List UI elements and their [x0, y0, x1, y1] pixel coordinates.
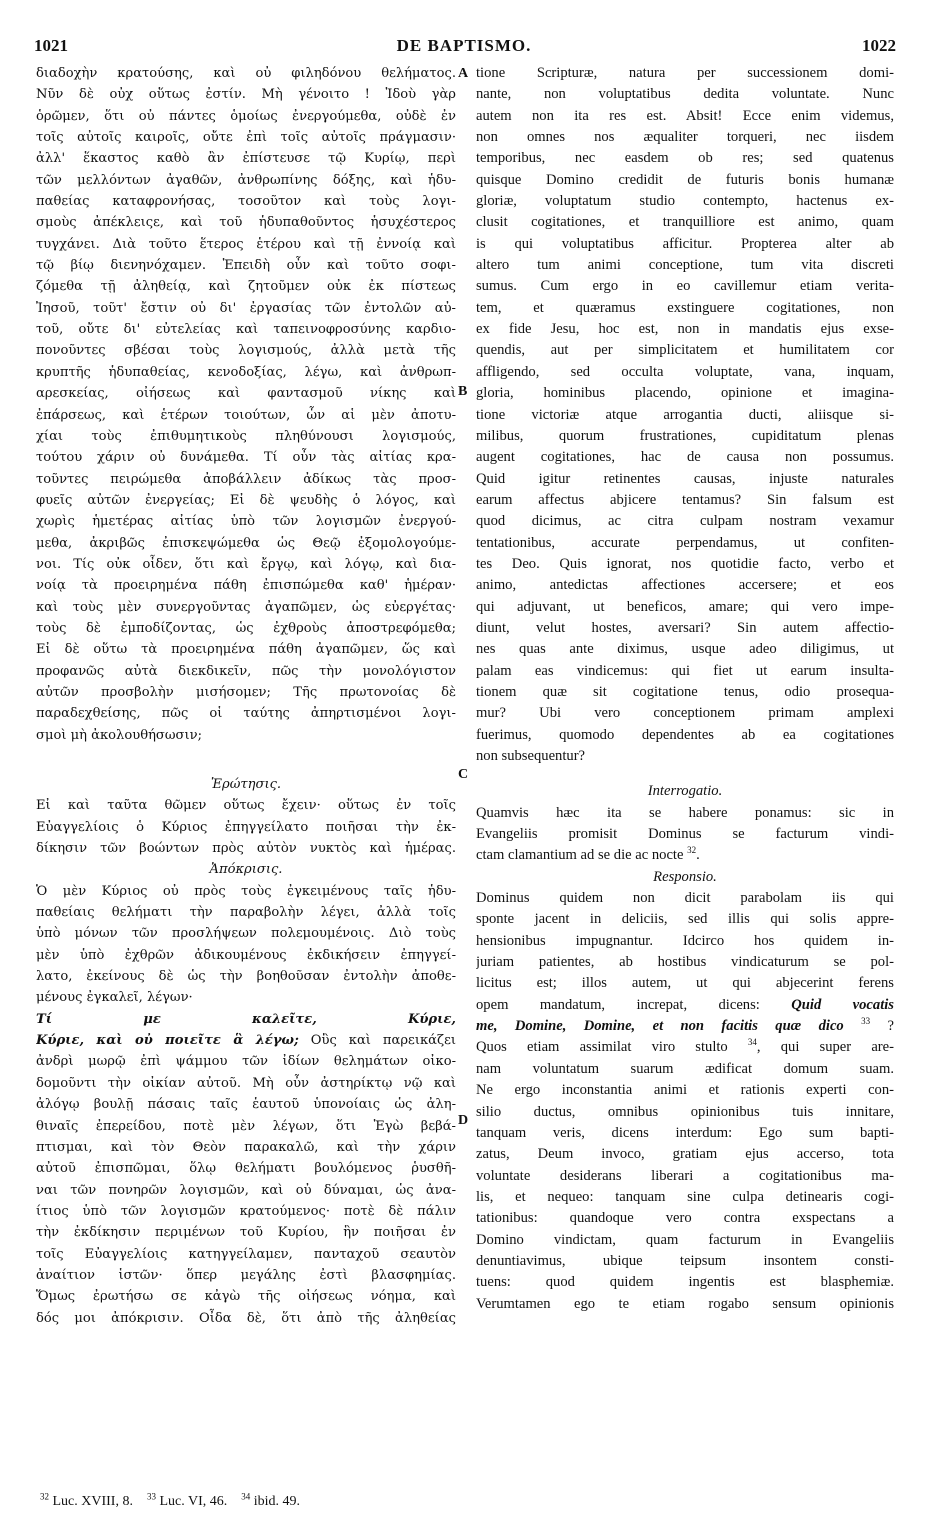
- text-line: τοῦντες πειρώμεθα ἀποβάλλειν ἀδίκως τὰς προσ-: [36, 471, 456, 487]
- text-line: tione victoriæ atque arrogantia ducti, aliisque si-: [476, 406, 894, 423]
- footnote-num-32: 32: [40, 1491, 49, 1502]
- text-line: μεθα, ἀκριβῶς ἐπισκεψώμεθα ὡς Θεῷ ἐξομολογούμε-: [36, 535, 456, 551]
- text-line: τὴν ἐκδίκησιν περιμένων τοῦ Κυρίου, ἣν ποιῆσαι ἐν: [36, 1225, 456, 1241]
- text-line: χίαι τοὺς ἐπιθυμητικοὺς πληθύνουσι λογισμούς,: [36, 428, 456, 444]
- text-line: Εἰ καὶ ταῦτα θῶμεν οὕτως ἔχειν· οὕτως ἐν τοῖς: [36, 798, 456, 814]
- right-page-number: 1022: [862, 36, 896, 55]
- latin-line-q3: [476, 1037, 894, 1058]
- text-line: ἀλόγῳ βουλῇ πάσαις ταῖς ἑαυτοῦ ὑπονοίαις ὡς ἀλη-: [36, 1097, 456, 1113]
- text-line: juriam patientes, ab hostibus vindicaturum se pol-: [476, 954, 894, 971]
- text-line: tione Scripturæ, natura per successionem domi-: [476, 65, 894, 81]
- greek-paragraph-answer: [36, 881, 456, 1009]
- text-line: non omnes nos æqualiter torqueri, nec iisdem: [476, 129, 894, 146]
- footnote-num-34: 34: [241, 1491, 251, 1502]
- text-line: non subsequentur?: [476, 748, 586, 764]
- text-line: tuens: quod quidem ingentis est blasphemiæ.: [476, 1274, 894, 1291]
- text-line: milibus, quorum frustrationes, cupiditatum plenas: [476, 427, 894, 444]
- text-line: ἀναίτιον ἱστῶν· ὅπερ μεγάλης ἐστὶ βλασφημίας.: [36, 1267, 456, 1283]
- text-line: αρεσκείας, οἰήσεως καὶ φαντασμοῦ νίκης καὶ: [36, 386, 456, 402]
- greek-quote-1: Τί με καλεῖτε, Κύριε,: [36, 1011, 456, 1027]
- text-line: ἐπάρσεως, καὶ ἑτέρων τοιούτων, ὧν αἱ μὲν ἀποτυ-: [36, 407, 456, 423]
- footnote-34: ibid. 49.: [253, 1494, 301, 1509]
- section-marker-c: C: [458, 767, 469, 782]
- text-line: Evangeliis promisit Dominus se facturum vindi-: [476, 826, 894, 843]
- text-line: licitus est; illos autem, ut qui abjecerint ferens: [476, 975, 894, 992]
- latin-quote-2: me, Domine, Domine, et non facitis quæ dico: [476, 1018, 844, 1035]
- text-line: ὁρῶμεν, ὅτι οὐ πάντες ὁμοίως ἐνεργούμεθα, οὐδὲ ἐν: [36, 108, 456, 124]
- greek-paragraph-answer-cont: [36, 1051, 456, 1328]
- text-line: zatus, Deum invoco, gratiam ejus accerso, tota: [476, 1146, 894, 1163]
- left-page-number: 1021: [34, 36, 68, 55]
- latin-line-d: [476, 995, 894, 1016]
- text-line: qui adjuvant, ut beneficos, amare; qui vero impe-: [476, 598, 894, 615]
- latin-paragraph-answer-cont: [476, 1059, 894, 1315]
- text-line: tationibus: quandoque vero contra exspectans a: [476, 1210, 894, 1227]
- footnote-32: Luc. XVIII, 8.: [52, 1494, 133, 1509]
- greek-heading-answer: Ἀπόκρισις.: [209, 862, 283, 878]
- text-line: earum affectus abjicere tentamus? Sin falsum est: [476, 491, 894, 508]
- section-marker-d: D: [458, 1113, 469, 1128]
- latin-column: [476, 63, 894, 1315]
- text-line: Quid igitur retinentes causas, injuste naturales: [476, 470, 894, 487]
- footnote-ref-34: 34: [747, 1037, 757, 1048]
- latin-quote-1: Quid vocatis: [791, 996, 894, 1013]
- greek-quote-line-2: [36, 1030, 456, 1051]
- text-line: τῷ βίῳ διενηνόχαμεν. Ἐπειδὴ οὖν καὶ τοῦτο σοφι-: [36, 258, 456, 274]
- text-line: μὲν ὑπὸ ἐχθρῶν ἀδικουμένους ἐκδικήσειν ἐπηγγεί-: [36, 947, 456, 963]
- text-line: Ὅμως ἐρωτήσω σε κἀγὼ τῆς οἰήσεως νόημα, καὶ: [36, 1289, 456, 1305]
- text-line: δός μοι ἀπόκρισιν. Οἶδα δὲ, ὅτι ἀπὸ τῆς ἀληθείας: [36, 1310, 456, 1326]
- text-line: παραδεχθείσης, πῶς οἱ ταύτης ἀπηρτισμένοι λογι-: [36, 706, 456, 722]
- latin-paragraph-answer: [476, 888, 894, 995]
- text-line: autem non ita res est. Absit! Ecce enim videmus,: [476, 107, 894, 124]
- text-line: μένους ἐγκαλεῖ, λέγων·: [36, 990, 193, 1006]
- latin-paragraph-question: [476, 803, 894, 846]
- text-line: Dominus quidem non dicit parabolam iis qui: [476, 890, 894, 907]
- text-line: sponte jacent in deliciis, sed illis qui solis appre-: [476, 911, 894, 928]
- text-line: lis, et nequeo: tanquam sine culpa detinearis cogi-: [476, 1188, 894, 1205]
- latin-line-d-text: opem mandatum, increpat, dicens:: [476, 996, 760, 1013]
- text-line: τοῦ, οὔτε δι' εὐτελείας καὶ ταπεινοφροσύνης καρδιο-: [36, 322, 456, 338]
- section-marker-a: A: [458, 66, 469, 81]
- footnote-ref-33: 33: [861, 1016, 871, 1027]
- text-line: Ne ergo inconstantia animi et rationis experti con-: [476, 1082, 894, 1099]
- text-line: is qui voluptatibus afficitur. Propterea alter ab: [476, 235, 894, 252]
- text-line: τούτου χάριν οὐ δυνάμεθα. Τί οὖν τὰς αἰτίας κρα-: [36, 450, 456, 466]
- text-line: ίτιος ὑπὸ τῶν λογισμῶν κρατούμενος· ποτὲ δὲ πάλιν: [36, 1203, 456, 1219]
- text-line: τοῖς Εὐαγγελίοις κατηγγείλαμεν, πανταχοῦ σεαυτὸν: [36, 1246, 456, 1262]
- text-line: nes quas ante diximus, usque adeo diligimus, ut: [476, 641, 894, 658]
- text-line: νοι. Τίς οὐκ οἶδεν, ὅτι καὶ ἔργῳ, καὶ λόγῳ, καὶ δια-: [36, 556, 456, 572]
- latin-q3-post: , qui super are-: [756, 1039, 894, 1056]
- text-line: augent cogitationes, hac de causa non possumus.: [476, 449, 894, 466]
- text-line: ὑπὸ μόνων τῶν προσλήψεων πολεμουμένοις. Διὸ τοὺς: [36, 926, 456, 942]
- running-title: DE BAPTISMO.: [396, 36, 532, 55]
- greek-column: [36, 63, 456, 1329]
- text-line: τῶν μελλόντων ἀγαθῶν, ἀνθρωπίνης δόξης, καὶ ἡδυ-: [36, 172, 456, 188]
- text-line: ἀλλ' ἕκαστος καθὸ ἂν ἐπίστευσε τῷ Κυρίῳ, περὶ: [36, 151, 456, 167]
- text-line: voluntate desiderans liberari a cogitationibus ma-: [476, 1167, 894, 1184]
- text-line: παθείαις θελήματι τὴν παραβολὴν λέγει, ἀλλὰ τοῖς: [36, 905, 456, 921]
- text-line: κρυπτῆς ἡδυπαθείας, κενοδοξίας, λέγω, καὶ ἀνθρωπ-: [36, 364, 456, 380]
- text-line: προφανῶς αὐτὰ διεκδικεῖν, πῶς τὴν μονολόγιστον: [36, 663, 456, 679]
- text-line: animo, antedictas affectiones accersere; et eos: [476, 577, 894, 594]
- text-line: altero tum animi conceptione, tum vita discreti: [476, 257, 894, 274]
- footnote-num-33: 33: [146, 1491, 156, 1502]
- text-line: gloriæ, voluptatum studio contempto, hactenus ex-: [476, 193, 894, 210]
- text-line: Domino vindictam, quam facturum in Evangeliis: [476, 1231, 894, 1248]
- text-line: Quamvis hæc ita se habere ponamus: sic in: [476, 804, 894, 821]
- text-line: affligendo, sed occulta voluptate, vana, inquam,: [476, 363, 894, 380]
- text-line: silio ductus, omnibus opinionibus tuis innitare,: [476, 1103, 894, 1120]
- text-line: φυεῖς αὐτῶν ἐνεργείας; Εἰ δὲ ψευδὴς ὁ λόγος, καὶ: [36, 492, 456, 508]
- text-line: nante, non voluptatibus dedita voluntate. Nunc: [476, 86, 894, 103]
- text-line: diunt, velut hostes, aversari? Sin autem affectio-: [476, 619, 894, 636]
- text-line: tem, et quæramus exstinguere cogitationes, non: [476, 299, 894, 316]
- latin-heading-question: Interrogatio.: [647, 783, 723, 800]
- text-line: χωρὶς ἡμετέρας αἰτίας ὑπὸ τῶν λογισμῶν ἐνεργού-: [36, 514, 456, 530]
- text-line: gloria, hominibus placendo, opinione et imagina-: [476, 385, 894, 402]
- text-line: ex fide Jesu, hoc est, non in mandatis ejus exse-: [476, 321, 894, 338]
- text-line: πτισμαι, καὶ τὸν Θεὸν παρακαλῶ, καὶ τὴν χάριν: [36, 1139, 456, 1155]
- text-line: νοίᾳ τὰ προειρημένα πάθη ἐπισπώμεθα καθ' ἡμέραν·: [36, 578, 456, 594]
- text-line: nam voluntatum suarum ædificat domum suam.: [476, 1060, 894, 1077]
- text-line: denuntiavimus, ubique teipsum insontem consti-: [476, 1252, 894, 1269]
- text-line: hensionibus impugnantur. Idcirco hos quidem in-: [476, 932, 894, 949]
- footnotes: [40, 1491, 301, 1510]
- text-line: ναι τῶν πονηρῶν λογισμῶν, καὶ οὐ δύναμαι, ὡς ἀνα-: [36, 1182, 456, 1198]
- text-line: παθείας καταφρονήσας, τοσοῦτον καὶ τοὺς λογι-: [36, 194, 456, 210]
- text-line: ζόμεθα τῇ ἀληθείᾳ, καὶ ζητοῦμεν οὐκ ἐκ πίστεως: [36, 279, 456, 295]
- latin-question-last-text: ctam clamantium ad se die ac nocte: [476, 847, 684, 864]
- text-line: tes Deo. Quis ignorat, nos quotidie facto, verbo et: [476, 555, 894, 572]
- footnote-33: Luc. VI, 46.: [159, 1494, 228, 1509]
- text-line: Ἰησοῦ, τοῦτ' ἔστιν οὐ δι' ἐργασίας τῶν ἐντολῶν αὐ-: [36, 300, 456, 316]
- text-line: fuerimus, quomodo dependentes ab ea cogitationes: [476, 726, 894, 743]
- text-line: τοῖς αὐτοῖς καιροῖς, οὔτε ἐπὶ τοῖς αὐτοῖς πράγμασιν·: [36, 130, 456, 146]
- text-line: Verumtamen ego te etiam rogabo sensum opinionis: [476, 1295, 894, 1312]
- text-line: τοὺς δὲ ἐμποδίζοντας, ὡς ἐχθροὺς ἀποστρεφόμεθα;: [36, 620, 456, 636]
- text-line: καὶ τοὺς μὲν συνεργοῦντας ἀγαπῶμεν, ὡς εὐεργέτας·: [36, 599, 456, 615]
- text-line: mur? Ubi vero conceptionem primam amplexi: [476, 705, 894, 722]
- greek-heading-question: Ἐρώτησις.: [210, 777, 282, 792]
- footnote-ref-32: 32: [687, 845, 697, 856]
- text-line: δομοῦντι τὴν οἰκίαν αὐτοῦ. Μὴ οὖν ἀστηρίκτῳ νῷ καὶ: [36, 1075, 456, 1091]
- text-line: ἀνδρὶ μωρῷ ἐπὶ ψάμμου τῶν ἰδίων θελημάτων οἰκο-: [36, 1054, 456, 1070]
- greek-paragraph-question: [36, 795, 456, 859]
- greek-quote-2: Κύριε, καὶ οὐ ποιεῖτε ἃ λέγω;: [36, 1033, 299, 1049]
- text-line: αὐτοῦ ἐπισπῶμαι, ὅλῳ θελήματι βουλόμενος ῥυσθῆ-: [36, 1161, 456, 1177]
- latin-paragraph-1: [476, 63, 894, 767]
- latin-q3-pre: Quos etiam assimilat viro stulto: [476, 1039, 728, 1056]
- greek-quote-line-1: [36, 1009, 456, 1030]
- text-line: palam eas vindicemus: qui fiet ut earum insulta-: [476, 662, 894, 679]
- text-line: λατο, ἐκείνους δὲ ὡς τὴν βοηθοῦσαν ἐντολὴν ἀποθε-: [36, 969, 456, 985]
- greek-paragraph-1: [36, 63, 456, 746]
- text-line: quisque Domino credidit de futuris bonis humanæ: [476, 171, 894, 188]
- text-line: σμοὶ μὴ ἀκολουθήσωσιν;: [36, 727, 202, 743]
- text-line: temporibus, nec easdem ob res; sed quatenus: [476, 150, 894, 167]
- text-line: πονοῦντες σβέσαι τοὺς λογισμούς, ἀλλὰ μετὰ τῆς: [36, 343, 456, 359]
- text-line: tionem quæ sit cogitatione tenus, odio prosequa-: [476, 683, 894, 700]
- text-line: tanquam veris, dicens interdum: Ego sum bapti-: [476, 1124, 894, 1141]
- text-line: sumus. Cum ergo in eo cavillemur etiam verita-: [476, 278, 894, 295]
- text-line: quendis, aut per simplicitatem et humilitatem cor: [476, 342, 894, 359]
- text-line: αὐτῶν προσβολὴν μισήσομεν; Τῆς πρωτονοίας δὲ: [36, 684, 456, 700]
- text-line: τυγχάνει. Διὰ τοῦτο ἕτερος ἑτέρου καὶ τῇ ἐννοίᾳ καὶ: [36, 236, 456, 252]
- text-line: δίκησιν τῶν βοώντων πρὸς αὐτὸν νυκτὸς καὶ ἡμέρας.: [36, 841, 456, 857]
- page-header: [0, 36, 928, 58]
- greek-after-quote: Οὓς καὶ παρεικάζει: [298, 1033, 456, 1049]
- text-line: θιναῖς ἐπερείδου, ποτὲ μὲν λέγων, ὅτι Ἐγὼ βεβά-: [36, 1118, 456, 1134]
- text-line: Εὐαγγελίοις ὁ Κύριος ἐπηγγείλατο ποιῆσαι τὴν ἐκ-: [36, 819, 456, 835]
- text-line: tentationibus, accurate perpendamus, ut confiten-: [476, 534, 894, 551]
- text-line: σμοὺς ἀπέκλειςε, καὶ τοῦ ἡδυπαθοῦντος ἡσυχέστερος: [36, 215, 456, 231]
- text-line: Εἰ δὲ οὕτω τὰ προειρημένα πάθη ἀγαπῶμεν, ὥς καὶ: [36, 642, 456, 658]
- text-line: clusit cogitationes, et tranquilliore est animo, quam: [476, 214, 894, 231]
- text-line: διαδοχὴν κρατούσης, καὶ οὐ φιληδόνου θελήματος.: [36, 66, 456, 81]
- latin-quote-line-2: me, Domine, Domine, et non facitis quæ dico $^{33}$ ?: [476, 1016, 894, 1035]
- section-marker-b: B: [458, 384, 468, 399]
- text-line: Νῦν δὲ οὐχ οὕτως ἐστίν. Μὴ γένοιτο ! Ἰδοὺ γὰρ: [36, 87, 456, 103]
- text-line: quod dicimus, ac citra culpam nostram vexamur: [476, 513, 894, 530]
- latin-heading-answer: Responsio.: [653, 868, 717, 885]
- text-line: Ὁ μὲν Κύριος οὐ πρὸς τοὺς ἐγκειμένους ταῖς ἡδυ-: [36, 883, 456, 899]
- latin-question-last-line: ctam clamantium ad se die ac nocte $^{32}$.: [476, 845, 700, 864]
